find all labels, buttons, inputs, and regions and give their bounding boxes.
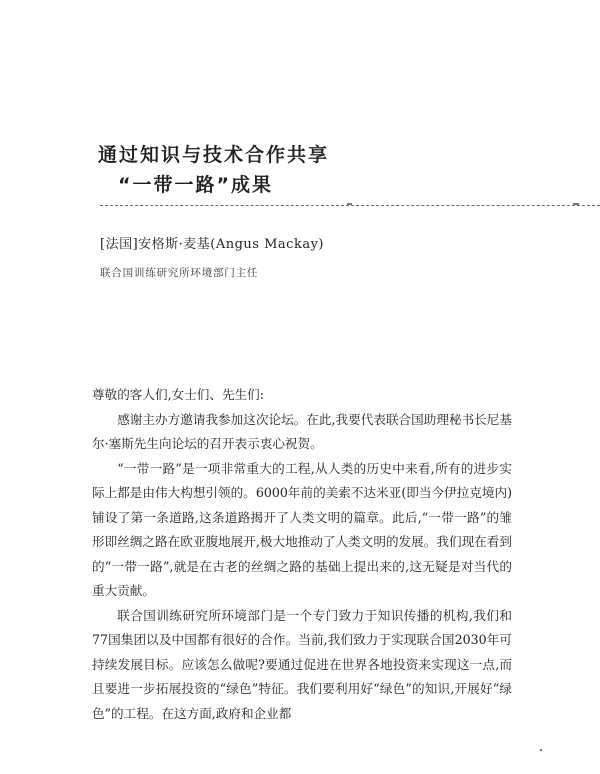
article-title <box>98 140 329 200</box>
salutation: 尊敬的客人们,女士们、先生们: <box>92 387 264 402</box>
scan-dot <box>540 749 542 751</box>
scan-mark <box>573 203 579 205</box>
title-line-1: 通过知识与技术合作共享 <box>98 144 330 166</box>
author-affiliation: 联合国训练研究所环境部门主任 <box>100 267 259 279</box>
scan-mark <box>347 203 352 205</box>
title-divider <box>100 205 600 206</box>
paragraph: “一带一路”是一项非常重大的工程,从人类的历史中来看,所有的进步实际上都是由伟大构想引领的。6000年前的美索不达米亚(即当今伊拉克境内)铺设了第一条道路,这条道路揭开了人类文明的篇章。此后,“一带一路”的雏形即丝绸之路在欧亚腹地展开,极大地推动了人类文明的发展。我们现在看到的“一带一路”,就是在古老的丝绸之路的基础上提出来的,这无疑是对当代的重大贡献。 <box>92 460 512 598</box>
paragraph: 感谢主办方邀请我参加这次论坛。在此,我要代表联合国助理秘书长尼基尔·塞斯先生向论坛的召开表示衷心祝贺。 <box>92 411 512 451</box>
title-line-2: “一带一路”成果 <box>118 174 273 196</box>
paragraph: 联合国训练研究所环境部门是一个专门致力于知识传播的机构,我们和77国集团以及中国都有很好的合作。当前,我们致力于实现联合国2030年可持续发展目标。应该怎么做呢?要通过促进在世界各地投资来实现这一点,而且要进一步拓展投资的“绿色”特征。我们要利用好“绿色”的知识,开展好“绿色”的工程。在这方面,政府和企业都 <box>92 607 512 721</box>
author-byline: [法国]安格斯·麦基(Angus Mackay) <box>100 237 324 252</box>
article-body <box>92 383 512 726</box>
